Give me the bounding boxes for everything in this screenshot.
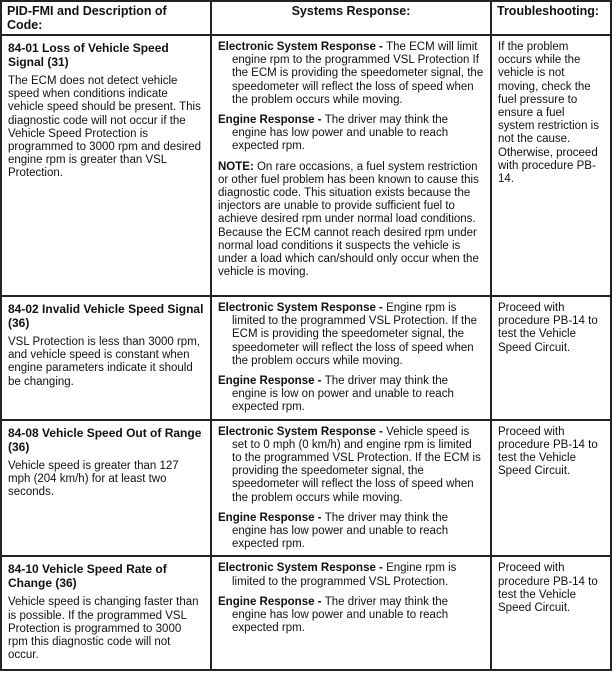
- code-title: 84-08 Vehicle Speed Out of Range (36): [8, 425, 202, 454]
- code-title: 84-02 Invalid Vehicle Speed Signal (36): [8, 302, 204, 330]
- response-text: Vehicle speed is set to 0 mph (0 km/h) and engine rpm is limited to the programmed VSL Protection. If the ECM is providing the speedometer signal, the speedometer will reflect the loss of speed when the problem occurs while moving.: [232, 425, 481, 504]
- response-label: Engine Response -: [218, 595, 325, 608]
- table-row-84-08: [1, 420, 611, 557]
- response-label: Engine Response -: [218, 375, 325, 388]
- systems-response-cell: [211, 556, 491, 670]
- systems-response-cell: [211, 35, 491, 296]
- systems-response-cell: [211, 296, 491, 420]
- code-cell: [1, 35, 211, 296]
- response-text: The driver may think the engine is low on power and unable to reach expected rpm.: [232, 375, 454, 414]
- note: [218, 161, 484, 280]
- engine-response: [218, 375, 484, 415]
- response-text: The ECM will limit engine rpm to the programmed VSL Protection If the ECM is providing the speedometer signal, the speedometer will reflect the loss of speed when the problem occurs while moving.: [232, 41, 484, 106]
- troubleshooting-cell: Proceed with procedure PB-14 to test the Vehicle Speed Circuit.: [491, 556, 611, 670]
- code-cell: [1, 420, 211, 557]
- note-label: NOTE:: [218, 160, 257, 173]
- response-text: Engine rpm is limited to the programmed VSL Protection.: [232, 562, 457, 588]
- response-text: Engine rpm is limited to the programmed VSL Protection. If the ECM is providing the speedometer signal, the speedometer will reflect the loss of speed when the problem occurs while moving.: [232, 302, 478, 367]
- header-systems-response: Systems Response:: [211, 1, 491, 35]
- response-text: The driver may think the engine has low power and unable to reach expected rpm.: [232, 595, 449, 635]
- troubleshooting-cell: Proceed with procedure PB-14 to test the Vehicle Speed Circuit.: [491, 296, 611, 420]
- response-label: Electronic System Response -: [218, 425, 387, 438]
- code-description: VSL Protection is less than 3000 rpm, and vehicle speed is constant when engine parameters indicate it should be changing.: [8, 336, 200, 388]
- header-pid-fmi: PID-FMI and Description of Code:: [1, 1, 211, 35]
- code-title: 84-01 Loss of Vehicle Speed Signal (31): [8, 41, 169, 69]
- note-text: On rare occasions, a fuel system restriction or other fuel problem has been known to cause this diagnostic code. This situation exists because the injectors are unable to provide sufficient fuel to achieve desired rpm under normal load conditions. Because the ECM cannot reach desired rpm under normal load conditions it suspects the vehicle is under a load which can/should only occur when the vehicle is moving.: [218, 160, 479, 279]
- table-row-84-01: [1, 35, 611, 296]
- engine-response: [218, 114, 484, 154]
- table-header-row: [1, 1, 611, 35]
- systems-response-cell: [211, 420, 491, 557]
- header-troubleshooting: Troubleshooting:: [491, 1, 611, 35]
- electronic-system-response: [218, 426, 484, 505]
- code-cell: [1, 556, 211, 670]
- electronic-system-response: [218, 302, 484, 368]
- code-description: Vehicle speed is changing faster than is possible. If the programmed VSL Protection is programmed to 3000 rpm this diagnostic code will not occur.: [8, 596, 199, 662]
- code-cell: [1, 296, 211, 420]
- response-label: Engine Response -: [218, 114, 325, 127]
- response-text: The driver may think the engine has low power and unable to reach expected rpm.: [232, 114, 449, 153]
- response-label: Engine Response -: [218, 511, 325, 524]
- response-label: Electronic System Response -: [218, 41, 387, 53]
- engine-response: [218, 512, 484, 552]
- code-description: The ECM does not detect vehicle speed when conditions indicate vehicle speed should be present. This diagnostic code will not occur if the Vehicle Speed Protection is programmed to 3000 rpm and desired engine rpm is greater than VSL Protection.: [8, 75, 202, 180]
- code-title: 84-10 Vehicle Speed Rate of Change (36): [8, 562, 167, 591]
- table-row-84-10: [1, 556, 611, 670]
- electronic-system-response: [218, 41, 484, 107]
- troubleshooting-cell: If the problem occurs while the vehicle is not moving, check the fuel pressure to ensure a fuel system restriction is not the cause. Otherwise, proceed with procedure PB-14.: [491, 35, 611, 296]
- response-label: Electronic System Response -: [218, 562, 387, 575]
- table-row-84-02: [1, 296, 611, 420]
- electronic-system-response: [218, 562, 484, 588]
- engine-response: [218, 596, 484, 636]
- response-label: Electronic System Response -: [218, 302, 387, 314]
- troubleshooting-cell: Proceed with procedure PB-14 to test the Vehicle Speed Circuit.: [491, 420, 611, 557]
- response-text: The driver may think the engine has low power and unable to reach expected rpm.: [232, 511, 449, 551]
- code-description: Vehicle speed is greater than 127 mph (204 km/h) for at least two seconds.: [8, 459, 179, 499]
